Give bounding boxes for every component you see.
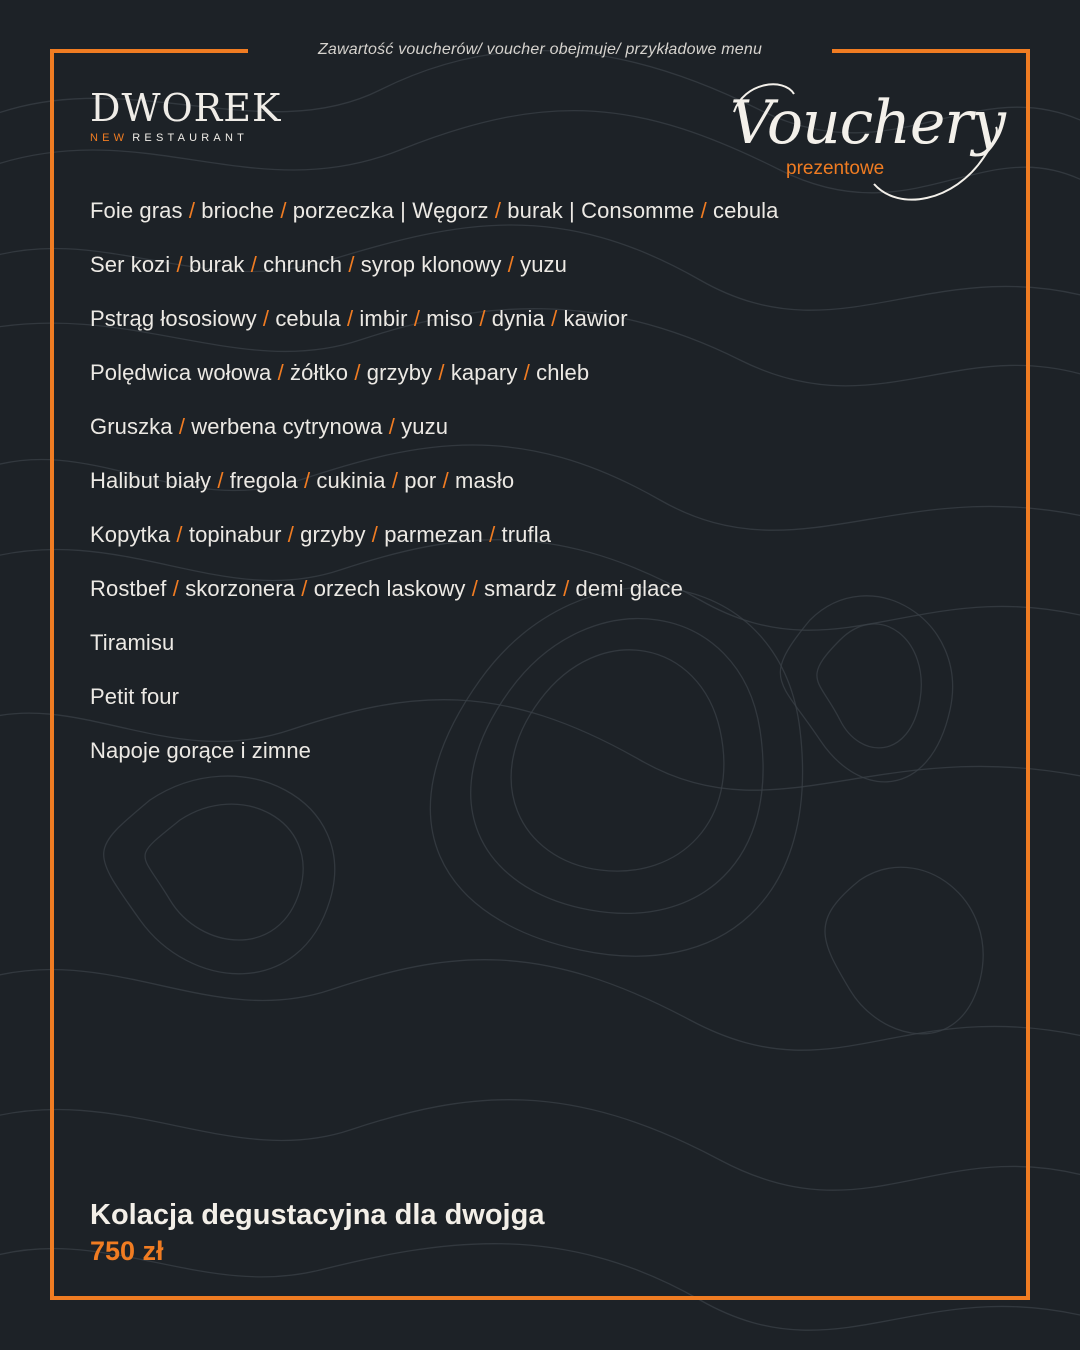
menu-ingredient: topinabur	[188, 522, 282, 547]
frame-left-border	[50, 49, 54, 1300]
menu-ingredient: demi glace	[575, 576, 683, 601]
script-subtitle: prezentowe	[786, 158, 885, 179]
menu-ingredient: trufla	[501, 522, 552, 547]
menu-ingredient: orzech laskowy	[313, 576, 466, 601]
menu-ingredient: por	[404, 468, 437, 493]
frame-bottom-border	[50, 1296, 1030, 1300]
header-caption: Zawartość voucherów/ voucher obejmuje/ przykładowe menu	[317, 41, 763, 58]
menu-separator: /	[354, 360, 361, 385]
menu-ingredient: Foie gras	[90, 198, 183, 223]
menu-item	[90, 628, 990, 682]
menu-ingredient: Petit four	[90, 684, 180, 709]
menu-separator: /	[507, 252, 514, 277]
menu-separator: /	[489, 522, 496, 547]
menu-ingredient: Węgorz	[412, 198, 489, 223]
menu-separator: /	[479, 306, 486, 331]
menu-separator: /	[277, 360, 284, 385]
menu-ingredient: Halibut biały	[90, 468, 212, 493]
menu-ingredient: masło	[455, 468, 515, 493]
menu-separator: /	[280, 198, 287, 223]
menu-separator: /	[262, 306, 270, 331]
menu-ingredient: yuzu	[401, 414, 449, 439]
menu-ingredient: imbir	[359, 306, 408, 331]
menu-divider: |	[400, 198, 406, 223]
menu-separator: /	[172, 576, 179, 601]
menu-separator: /	[250, 252, 257, 277]
logo-sub-accent: NEW	[90, 132, 129, 144]
vouchery-title	[724, 72, 1014, 212]
menu-separator: /	[371, 522, 378, 547]
menu-divider: |	[569, 198, 575, 223]
frame-top-left-border	[50, 49, 248, 53]
menu-ingredient: burak	[188, 252, 245, 277]
menu-ingredient: cebula	[275, 306, 341, 331]
menu-ingredient: Rostbef	[90, 576, 167, 601]
menu-separator: /	[523, 360, 530, 385]
menu-ingredient: Kopytka	[90, 522, 171, 547]
menu-ingredient: porzeczka	[292, 198, 394, 223]
menu-item	[90, 736, 990, 790]
menu-separator: /	[301, 576, 308, 601]
menu-separator: /	[700, 198, 707, 223]
menu-ingredient: kawior	[563, 306, 628, 331]
menu-separator: /	[217, 468, 224, 493]
menu-ingredient: werbena cytrynowa	[191, 414, 383, 439]
menu-ingredient: parmezan	[384, 522, 483, 547]
menu-separator: /	[471, 576, 478, 601]
restaurant-logo	[90, 88, 290, 144]
menu-item	[90, 412, 990, 466]
menu-ingredient: Consomme	[581, 198, 695, 223]
offer-block	[90, 1196, 790, 1268]
menu-separator: /	[188, 198, 196, 223]
menu-item	[90, 574, 990, 628]
menu-ingredient: Napoje gorące i zimne	[90, 738, 311, 763]
menu-separator: /	[442, 468, 449, 493]
logo-name: DWOREK	[90, 86, 282, 130]
logo-subtitle	[90, 132, 290, 144]
menu-separator: /	[563, 576, 570, 601]
menu-item	[90, 520, 990, 574]
menu-separator: /	[287, 522, 294, 547]
menu-ingredient: yuzu	[520, 252, 567, 277]
menu-ingredient: skorzonera	[185, 576, 296, 601]
menu-list	[90, 196, 990, 790]
menu-separator: /	[176, 522, 183, 547]
menu-ingredient: kapary	[450, 360, 518, 385]
menu-ingredient: Tiramisu	[90, 630, 175, 655]
menu-separator: /	[494, 198, 502, 223]
menu-separator: /	[413, 306, 421, 331]
menu-ingredient: syrop klonowy	[360, 252, 502, 277]
menu-item	[90, 358, 990, 412]
frame-top-right-border	[832, 49, 1030, 53]
menu-separator: /	[303, 468, 311, 493]
menu-item	[90, 196, 990, 250]
menu-ingredient: fregola	[229, 468, 298, 493]
menu-separator: /	[551, 306, 558, 331]
menu-item	[90, 250, 990, 304]
menu-separator: /	[346, 306, 354, 331]
frame-right-border	[1026, 49, 1030, 1300]
menu-item	[90, 466, 990, 520]
menu-ingredient: miso	[426, 306, 474, 331]
menu-ingredient: Gruszka	[90, 414, 173, 439]
menu-separator: /	[388, 414, 395, 439]
menu-separator: /	[348, 252, 355, 277]
logo-sub-rest: RESTAURANT	[132, 132, 249, 144]
menu-ingredient: smardz	[484, 576, 557, 601]
menu-ingredient: grzyby	[366, 360, 433, 385]
menu-ingredient: cukinia	[316, 468, 386, 493]
menu-ingredient: Pstrąg łososiowy	[90, 306, 257, 331]
menu-ingredient: Polędwica wołowa	[90, 360, 272, 385]
menu-item	[90, 682, 990, 736]
menu-separator: /	[438, 360, 445, 385]
menu-ingredient: grzyby	[300, 522, 366, 547]
menu-ingredient: cebula	[713, 198, 779, 223]
offer-title: Kolacja degustacyjna dla dwojga	[90, 1199, 545, 1231]
menu-ingredient: brioche	[201, 198, 275, 223]
menu-item	[90, 304, 990, 358]
menu-separator: /	[176, 252, 183, 277]
menu-ingredient: żółtko	[290, 360, 349, 385]
offer-price: 750 zł	[90, 1236, 164, 1266]
menu-separator: /	[391, 468, 399, 493]
script-title-text: Vouchery	[730, 88, 1005, 158]
menu-ingredient: burak	[507, 198, 563, 223]
menu-separator: /	[178, 414, 186, 439]
menu-ingredient: chrunch	[263, 252, 343, 277]
menu-ingredient: Ser kozi	[90, 252, 171, 277]
menu-ingredient: chleb	[536, 360, 590, 385]
menu-ingredient: dynia	[491, 306, 545, 331]
